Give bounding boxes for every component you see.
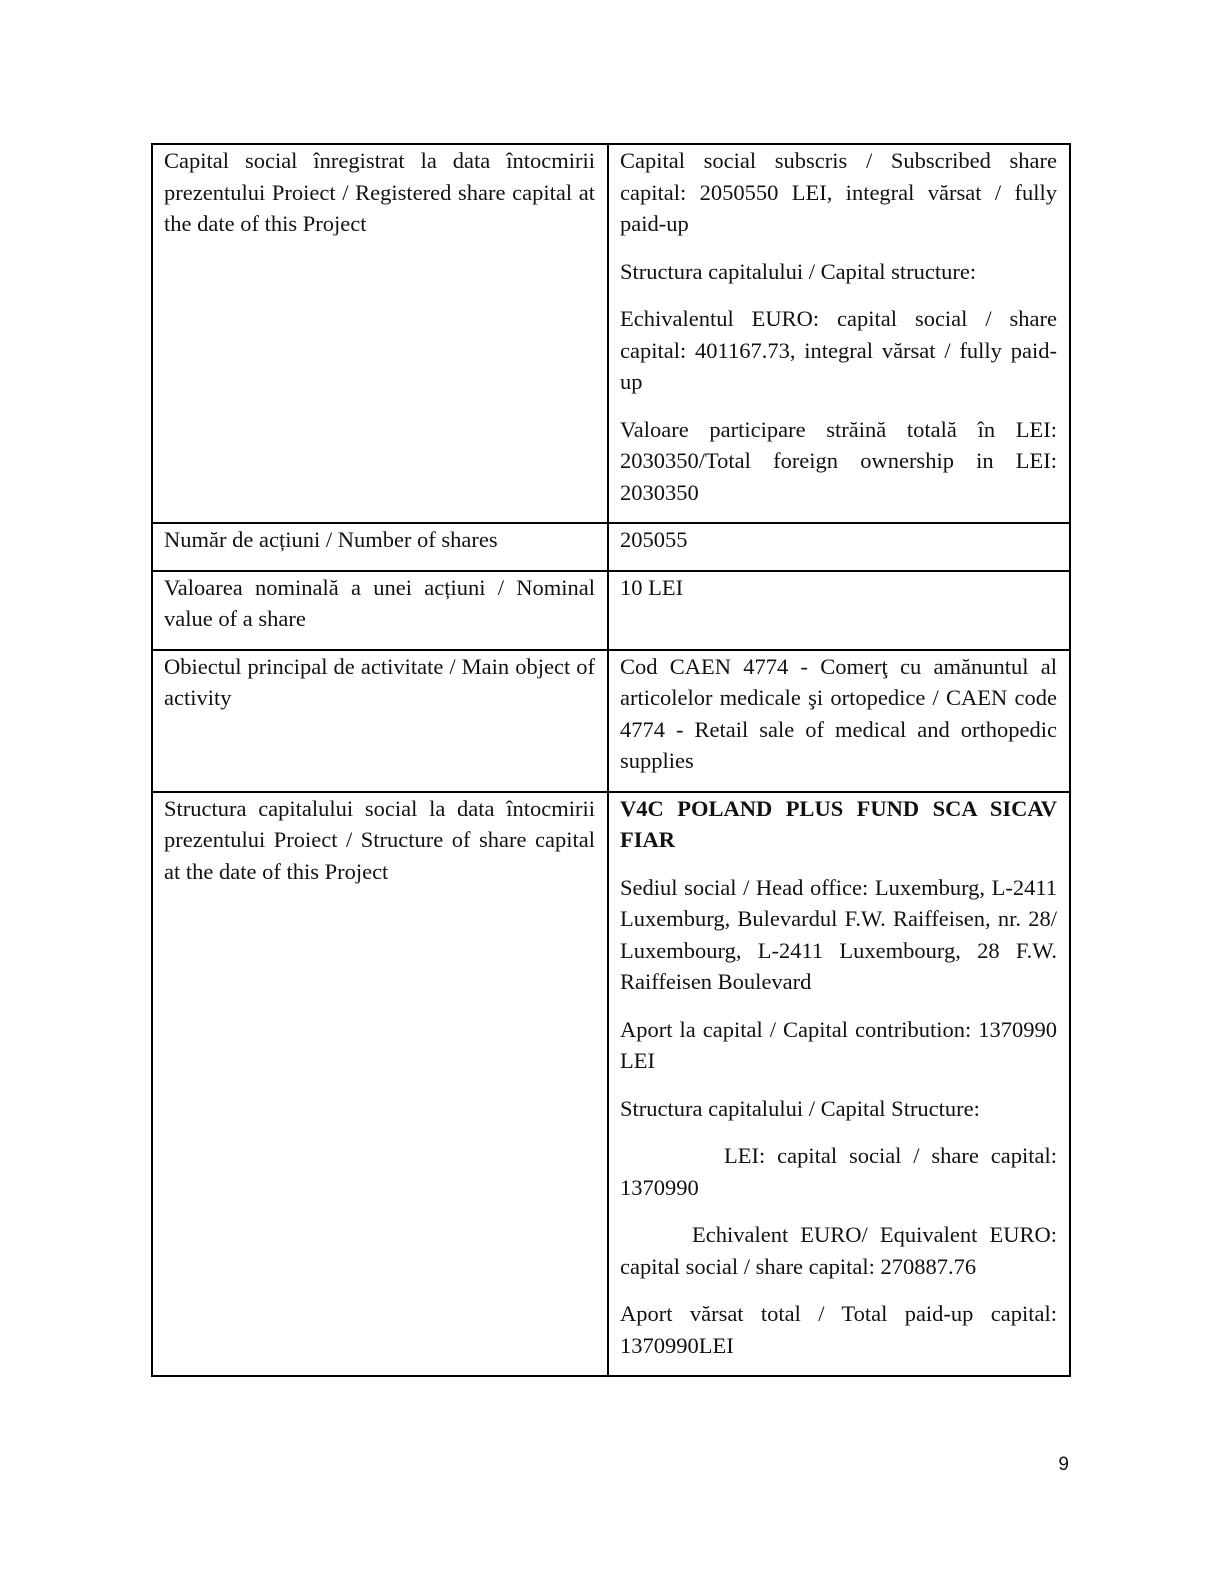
table-row-capital-structure [152,792,1070,1377]
row-label-number-of-shares [152,523,608,571]
value-paragraph: Aport la capital / Capital contribution: 1370990 LEI [620,1016,1057,1073]
page-number: 9 [1058,1454,1069,1475]
label-text: Valoarea nominală a unei acțiuni / Nominal value of a share [164,574,595,631]
row-label-capital-structure [152,792,608,1377]
shareholder-name: V4C POLAND PLUS FUND SCA SICAV FIAR [620,795,1057,852]
table-row-number-of-shares [152,523,1070,571]
table-row-main-object [152,650,1070,792]
label-text: Obiectul principal de activitate / Main object of activity [164,653,595,710]
table-row-nominal-value [152,571,1070,650]
table-row-registered-capital [152,144,1070,523]
row-label-registered-capital [152,144,608,523]
value-paragraph: Valoare participare străină totală în LEI: 2030350/Total foreign ownership in LEI: 2030350 [620,416,1057,505]
value-paragraph: 205055 [620,527,688,552]
label-text: Structura capitalului social la data întocmirii prezentului Proiect / Structure of share capital at the date of this Project [164,795,595,884]
value-paragraph: Echivalentul EURO: capital social / share capital: 401167.73, integral vărsat / fully paid-up [620,306,1057,394]
row-value-number-of-shares [608,523,1070,571]
capital-structure-table [151,143,1071,1377]
value-paragraph: Sediul social / Head office: Luxemburg, L-2411 Luxemburg, Bulevardul F.W. Raiffeisen, nr. 28/ Luxembourg, L-2411 Luxembourg, 28 F.W. Raiffeisen Boulevard [620,874,1057,994]
value-paragraph: Structura capitalului / Capital structure: [620,258,977,284]
row-label-nominal-value [152,571,608,650]
value-paragraph: Cod CAEN 4774 - Comerţ cu amănuntul al articolelor medicale şi ortopedice / CAEN code 4774 - Retail sale of medical and orthopedic supplies [620,653,1057,773]
value-paragraph: LEI: capital social / share capital: 1370990 [620,1143,1057,1200]
value-paragraph: Structura capitalului / Capital Structure: [620,1095,980,1121]
row-value-capital-structure [608,792,1070,1377]
row-value-nominal-value [608,571,1070,650]
row-value-registered-capital [608,144,1070,523]
label-text: Număr de acțiuni / Number of shares [164,527,498,552]
value-paragraph: Echivalent EURO/ Equivalent EURO: capital social / share capital: 270887.76 [620,1222,1057,1279]
row-value-main-object [608,650,1070,792]
label-text: Capital social înregistrat la data întocmirii prezentului Proiect / Registered share capital at the date of this Project [164,148,595,236]
value-paragraph: Capital social subscris / Subscribed share capital: 2050550 LEI, integral vărsat / fully paid-up [620,148,1057,236]
value-paragraph: 10 LEI [620,574,684,600]
row-label-main-object [152,650,608,792]
value-paragraph: Aport vărsat total / Total paid-up capital: 1370990LEI [620,1301,1057,1358]
